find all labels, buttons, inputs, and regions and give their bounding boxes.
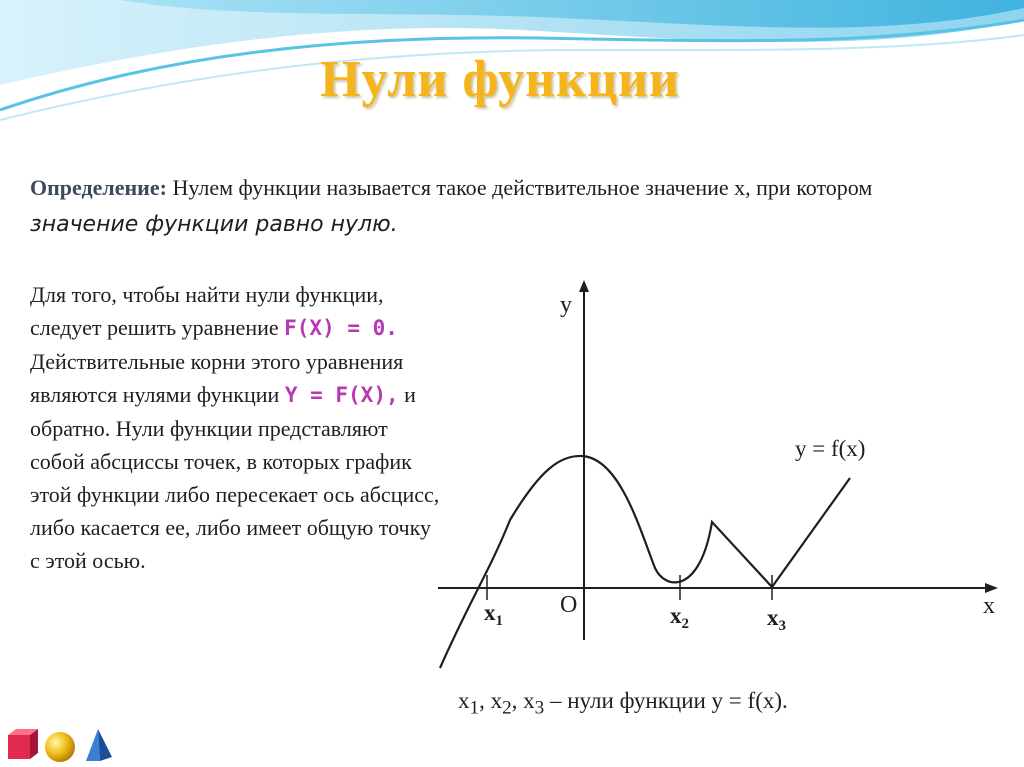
paragraph-part-1: Для того, чтобы найти нули функции, следует решить уравнение [30, 282, 384, 340]
definition-emphasis: значение функции равно нулю. [30, 212, 398, 237]
cube-icon [8, 729, 38, 759]
definition-text [30, 170, 890, 243]
zero-label-3: $x_3$ [767, 605, 786, 634]
origin-label: O [560, 592, 578, 618]
paragraph-part-2: Действительные корни этого уравнения являются нулями функции [30, 349, 404, 407]
zero-label-1: $x_1$ [484, 600, 503, 629]
equation-f-x-zero: F(X) = 0. [284, 316, 398, 340]
decorative-shapes [0, 725, 120, 767]
explanation-paragraph [30, 278, 440, 577]
sphere-icon [45, 732, 75, 762]
slide-title: Нули функции [320, 51, 680, 108]
definition-label: Определение: [30, 175, 167, 200]
zeros-caption: $x_1$, $x_2$, $x_3$ – нули функции y = f(x). [458, 688, 788, 719]
function-curve [440, 456, 850, 668]
pyramid-icon [86, 729, 112, 761]
y-axis-label: y [560, 292, 572, 318]
equation-y-fx: Y = F(X), [284, 383, 399, 407]
x-axis-label: x [983, 593, 995, 619]
paragraph-part-3: и обратно. Нули функции представляют собой абсциссы точек, в которых график этой функции либо пересекает ось абсцисс, либо касается ее, либо имеет общую точку с этой осью. [30, 382, 440, 573]
curve-label: y = f(x) [795, 436, 866, 461]
definition-body: Нулем функции называется такое действительное значение x, при котором [166, 175, 873, 200]
zero-label-2: $x_2$ [670, 603, 689, 632]
y-axis-arrow [579, 280, 589, 292]
function-graph [430, 270, 1010, 680]
x-axis-arrow [985, 583, 998, 593]
